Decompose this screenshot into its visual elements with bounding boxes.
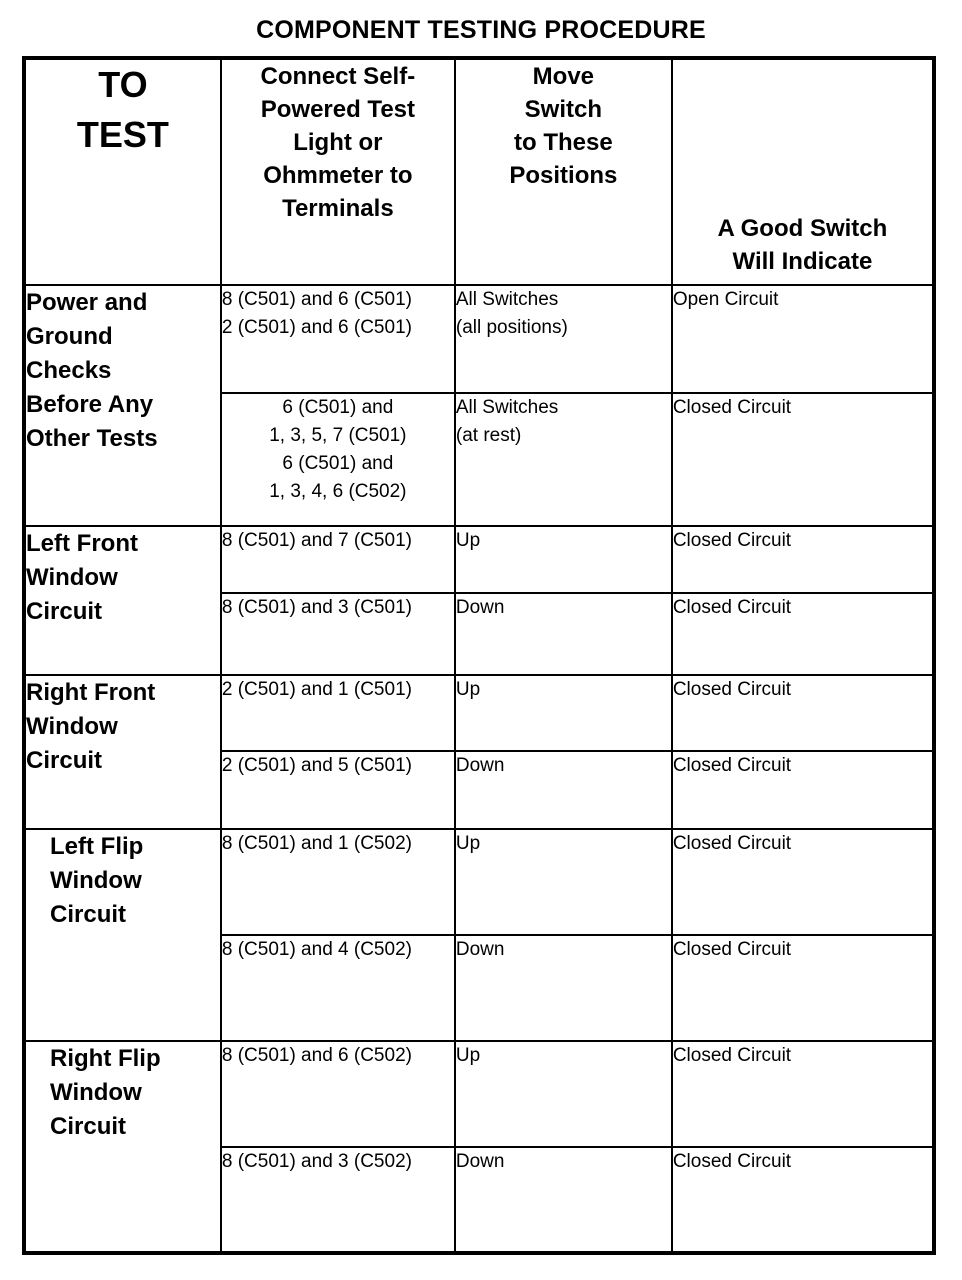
indication-cell: Closed Circuit [672, 751, 934, 829]
group-label-right-front-window: Right Front Window Circuit [24, 675, 221, 829]
header-terminals: Connect Self- Powered Test Light or Ohmmeter to Terminals [221, 58, 455, 285]
terminals-cell: 8 (C501) and 1 (C502) [221, 829, 455, 935]
indication-cell: Open Circuit [672, 285, 934, 393]
indication-cell: Closed Circuit [672, 526, 934, 593]
indication-cell: Closed Circuit [672, 393, 934, 526]
terminals-cell: 8 (C501) and 3 (C501) [221, 593, 455, 675]
header-good-indication: A Good Switch Will Indicate [672, 58, 934, 285]
position-cell: Up [455, 829, 672, 935]
table-row [24, 829, 934, 935]
terminals-cell: 8 (C501) and 6 (C501) 2 (C501) and 6 (C501) [221, 285, 455, 393]
indication-cell: Closed Circuit [672, 829, 934, 935]
position-cell: Up [455, 675, 672, 751]
page-title: COMPONENT TESTING PROCEDURE [256, 16, 706, 44]
group-label-power-ground: Power and Ground Checks Before Any Other Tests [24, 285, 221, 526]
terminals-cell: 2 (C501) and 5 (C501) [221, 751, 455, 829]
terminals-cell: 8 (C501) and 4 (C502) [221, 935, 455, 1041]
terminals-cell: 8 (C501) and 6 (C502) [221, 1041, 455, 1147]
position-cell: All Switches (all positions) [455, 285, 672, 393]
position-cell: Up [455, 526, 672, 593]
indication-cell: Closed Circuit [672, 1147, 934, 1253]
position-cell: Down [455, 751, 672, 829]
indication-cell: Closed Circuit [672, 675, 934, 751]
table-row [24, 1041, 934, 1147]
terminals-cell: 2 (C501) and 1 (C501) [221, 675, 455, 751]
indication-cell: Closed Circuit [672, 593, 934, 675]
table-row [24, 526, 934, 593]
position-cell: Down [455, 593, 672, 675]
group-label-left-front-window: Left Front Window Circuit [24, 526, 221, 675]
position-cell: All Switches (at rest) [455, 393, 672, 526]
group-label-right-flip-window: Right Flip Window Circuit [24, 1041, 221, 1253]
header-row [24, 58, 934, 285]
header-to-test: TO TEST [24, 58, 221, 285]
terminals-cell: 8 (C501) and 3 (C502) [221, 1147, 455, 1253]
table-row [24, 675, 934, 751]
position-cell: Up [455, 1041, 672, 1147]
terminals-cell: 6 (C501) and 1, 3, 5, 7 (C501) 6 (C501) and 1, 3, 4, 6 (C502) [221, 393, 455, 526]
component-testing-table [22, 56, 936, 1255]
terminals-cell: 8 (C501) and 7 (C501) [221, 526, 455, 593]
indication-cell: Closed Circuit [672, 935, 934, 1041]
position-cell: Down [455, 1147, 672, 1253]
group-label-left-flip-window: Left Flip Window Circuit [24, 829, 221, 1041]
indication-cell: Closed Circuit [672, 1041, 934, 1147]
position-cell: Down [455, 935, 672, 1041]
table-row [24, 285, 934, 393]
header-switch-positions: Move Switch to These Positions [455, 58, 672, 285]
